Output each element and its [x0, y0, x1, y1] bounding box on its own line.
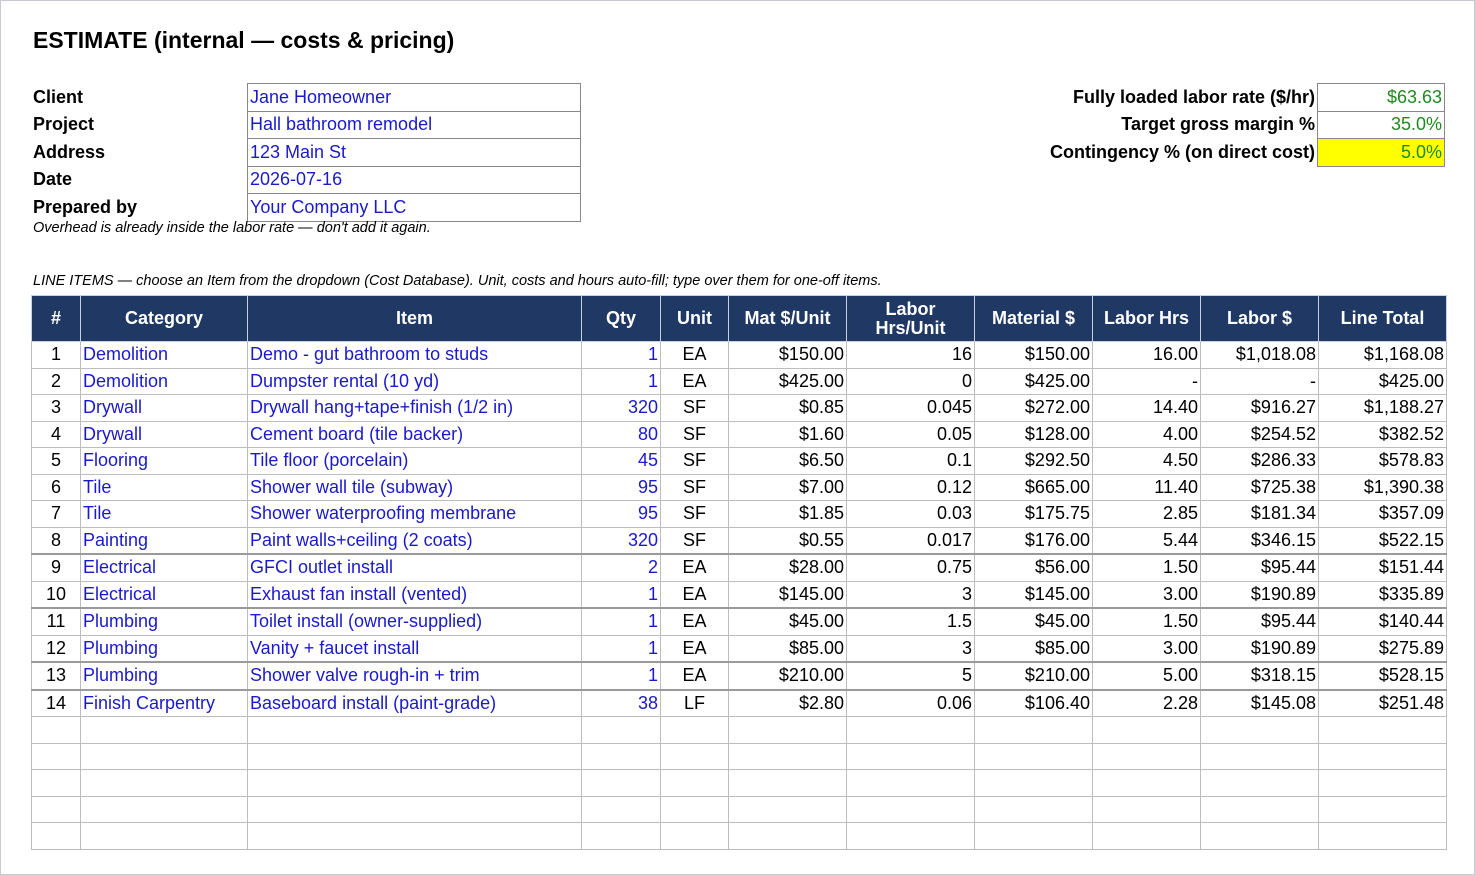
address-label: Address [33, 141, 106, 162]
row-number-cell: 10 [32, 581, 81, 608]
labor-cost-cell: $286.33 [1201, 448, 1319, 475]
material-cost-cell: $665.00 [975, 474, 1093, 501]
labor-cost-cell: $190.89 [1201, 635, 1319, 662]
gross-margin-field[interactable]: 35.0% [1318, 111, 1445, 139]
labor-hrs-per-unit-cell[interactable]: 0.75 [847, 554, 975, 581]
category-cell[interactable]: Plumbing [81, 662, 248, 690]
row-number-cell[interactable] [32, 770, 81, 797]
category-cell[interactable] [81, 796, 248, 823]
table-row [32, 342, 1447, 369]
line-total-cell: $382.52 [1319, 421, 1447, 448]
col-header-labor-cost[interactable]: Labor $ [1201, 296, 1319, 342]
col-header-unit[interactable]: Unit [661, 296, 729, 342]
line-total-cell: $1,188.27 [1319, 395, 1447, 422]
item-dropdown-cell[interactable] [248, 743, 582, 770]
table-row [32, 635, 1447, 662]
qty-cell[interactable] [582, 770, 661, 797]
category-cell[interactable]: Drywall [81, 421, 248, 448]
labor-hrs-per-unit-cell[interactable]: 0.1 [847, 448, 975, 475]
mat-per-unit-cell[interactable]: $6.50 [729, 448, 847, 475]
labor-cost-cell: $1,018.08 [1201, 342, 1319, 369]
labor-hrs-per-unit-cell[interactable] [847, 743, 975, 770]
rates-table [1050, 83, 1445, 167]
mat-per-unit-cell[interactable]: $150.00 [729, 342, 847, 369]
mat-per-unit-cell[interactable] [729, 796, 847, 823]
table-row [32, 554, 1447, 581]
labor-rate-field[interactable]: $63.63 [1318, 84, 1445, 112]
labor-hrs-per-unit-cell[interactable]: 0.03 [847, 501, 975, 528]
unit-cell[interactable]: SF [661, 501, 729, 528]
prepared-by-label: Prepared by [33, 196, 138, 217]
empty-table-row [32, 743, 1447, 770]
item-dropdown-cell[interactable]: Tile floor (porcelain) [248, 448, 582, 475]
category-cell[interactable]: Demolition [81, 368, 248, 395]
material-cost-cell: $150.00 [975, 342, 1093, 369]
material-cost-cell: $45.00 [975, 608, 1093, 635]
labor-hrs-per-unit-cell[interactable]: 0.12 [847, 474, 975, 501]
row-number-cell: 2 [32, 368, 81, 395]
line-total-cell: $357.09 [1319, 501, 1447, 528]
rate-row-margin [1050, 111, 1445, 139]
rate-row-contingency [1050, 139, 1445, 167]
labor-hrs-cell: 2.85 [1093, 501, 1201, 528]
col-header-line-total[interactable]: Line Total [1319, 296, 1447, 342]
category-cell[interactable]: Demolition [81, 342, 248, 369]
labor-hrs-cell: 16.00 [1093, 342, 1201, 369]
table-row [32, 395, 1447, 422]
labor-hrs-cell[interactable] [1093, 796, 1201, 823]
unit-cell[interactable]: SF [661, 395, 729, 422]
table-row [32, 690, 1447, 717]
labor-hrs-cell: 11.40 [1093, 474, 1201, 501]
item-dropdown-cell[interactable]: Shower valve rough-in + trim [248, 662, 582, 690]
material-cost-cell: $106.40 [975, 690, 1093, 717]
line-items-note: LINE ITEMS — choose an Item from the dropdown (Cost Database). Unit, costs and hours auto-fill; type over them for one-off items. [33, 273, 882, 289]
prepared-by-field[interactable]: Your Company LLC [248, 194, 581, 222]
row-number-cell[interactable] [32, 796, 81, 823]
col-header-mat-per-unit[interactable]: Mat $/Unit [729, 296, 847, 342]
mat-per-unit-cell[interactable]: $0.55 [729, 527, 847, 554]
table-row [32, 501, 1447, 528]
category-cell[interactable]: Plumbing [81, 635, 248, 662]
date-field[interactable]: 2026-07-16 [248, 166, 581, 194]
category-cell[interactable] [81, 743, 248, 770]
labor-hrs-per-unit-cell[interactable]: 0.045 [847, 395, 975, 422]
unit-cell[interactable] [661, 796, 729, 823]
row-number-cell[interactable] [32, 743, 81, 770]
material-cost-cell: $176.00 [975, 527, 1093, 554]
labor-hrs-cell[interactable] [1093, 743, 1201, 770]
project-label: Project [33, 114, 95, 135]
labor-cost-cell: $95.44 [1201, 608, 1319, 635]
item-dropdown-cell[interactable]: Paint walls+ceiling (2 coats) [248, 527, 582, 554]
labor-hrs-cell: 2.28 [1093, 690, 1201, 717]
material-cost-cell: $145.00 [975, 581, 1093, 608]
unit-cell[interactable]: EA [661, 608, 729, 635]
line-items-table [31, 295, 1447, 850]
item-dropdown-cell[interactable]: Shower wall tile (subway) [248, 474, 582, 501]
unit-cell[interactable]: EA [661, 581, 729, 608]
item-dropdown-cell[interactable]: Vanity + faucet install [248, 635, 582, 662]
row-number-cell[interactable] [32, 717, 81, 744]
unit-cell[interactable]: EA [661, 662, 729, 690]
item-dropdown-cell[interactable] [248, 717, 582, 744]
unit-cell[interactable]: EA [661, 342, 729, 369]
row-number-cell: 5 [32, 448, 81, 475]
line-total-cell: $522.15 [1319, 527, 1447, 554]
mat-per-unit-cell[interactable] [729, 743, 847, 770]
category-cell[interactable]: Finish Carpentry [81, 690, 248, 717]
line-total-cell[interactable] [1319, 770, 1447, 797]
row-number-cell: 7 [32, 501, 81, 528]
empty-table-row [32, 823, 1447, 850]
material-cost-cell: $425.00 [975, 368, 1093, 395]
row-number-cell: 1 [32, 342, 81, 369]
qty-cell[interactable]: 320 [582, 527, 661, 554]
labor-hrs-cell[interactable] [1093, 770, 1201, 797]
contingency-label: Contingency % (on direct cost) [1049, 141, 1315, 162]
unit-cell[interactable]: LF [661, 690, 729, 717]
client-label: Client [33, 86, 84, 107]
mat-per-unit-cell[interactable]: $1.60 [729, 421, 847, 448]
labor-hrs-per-unit-cell[interactable]: 3 [847, 581, 975, 608]
category-cell[interactable]: Electrical [81, 581, 248, 608]
table-row [32, 608, 1447, 635]
mat-per-unit-cell[interactable]: $45.00 [729, 608, 847, 635]
unit-cell[interactable]: SF [661, 448, 729, 475]
item-dropdown-cell[interactable]: GFCI outlet install [248, 554, 582, 581]
line-total-cell: $275.89 [1319, 635, 1447, 662]
qty-cell[interactable]: 1 [582, 662, 661, 690]
labor-hrs-per-unit-cell[interactable]: 0 [847, 368, 975, 395]
item-dropdown-cell[interactable] [248, 823, 582, 850]
labor-hrs-per-unit-cell[interactable]: 16 [847, 342, 975, 369]
item-dropdown-cell[interactable]: Shower waterproofing membrane [248, 501, 582, 528]
line-total-cell: $151.44 [1319, 554, 1447, 581]
empty-table-row [32, 717, 1447, 744]
labor-hrs-per-unit-cell[interactable]: 5 [847, 662, 975, 690]
material-cost-cell[interactable] [975, 823, 1093, 850]
labor-cost-cell[interactable] [1201, 796, 1319, 823]
mat-per-unit-cell[interactable]: $2.80 [729, 690, 847, 717]
labor-hrs-cell[interactable] [1093, 823, 1201, 850]
category-cell[interactable]: Plumbing [81, 608, 248, 635]
material-cost-cell: $272.00 [975, 395, 1093, 422]
row-number-cell: 12 [32, 635, 81, 662]
mat-per-unit-cell[interactable]: $0.85 [729, 395, 847, 422]
material-cost-cell: $210.00 [975, 662, 1093, 690]
table-row [32, 368, 1447, 395]
line-items-body [32, 342, 1447, 850]
labor-hrs-cell: 14.40 [1093, 395, 1201, 422]
category-cell[interactable] [81, 717, 248, 744]
labor-cost-cell: $254.52 [1201, 421, 1319, 448]
col-header-item[interactable]: Item [248, 296, 582, 342]
date-label: Date [33, 169, 73, 190]
unit-cell[interactable]: EA [661, 635, 729, 662]
category-cell[interactable]: Tile [81, 474, 248, 501]
line-total-cell[interactable] [1319, 717, 1447, 744]
qty-cell[interactable]: 320 [582, 395, 661, 422]
overhead-note: Overhead is already inside the labor rate — don't add it again. [33, 220, 431, 236]
labor-hrs-cell: 1.50 [1093, 608, 1201, 635]
item-dropdown-cell[interactable] [248, 796, 582, 823]
header-row [32, 296, 1447, 342]
qty-cell[interactable]: 1 [582, 581, 661, 608]
labor-hrs-per-unit-cell[interactable]: 0.017 [847, 527, 975, 554]
material-cost-cell[interactable] [975, 743, 1093, 770]
row-number-cell: 6 [32, 474, 81, 501]
unit-cell[interactable] [661, 743, 729, 770]
labor-cost-cell: $181.34 [1201, 501, 1319, 528]
gross-margin-label: Target gross margin % [1121, 114, 1315, 135]
labor-hrs-per-unit-cell[interactable]: 1.5 [847, 608, 975, 635]
line-total-cell: $578.83 [1319, 448, 1447, 475]
qty-cell[interactable]: 80 [582, 421, 661, 448]
row-number-cell: 14 [32, 690, 81, 717]
line-total-cell: $335.89 [1319, 581, 1447, 608]
mat-per-unit-cell[interactable]: $28.00 [729, 554, 847, 581]
qty-cell[interactable]: 1 [582, 608, 661, 635]
category-cell[interactable]: Flooring [81, 448, 248, 475]
category-cell[interactable]: Electrical [81, 554, 248, 581]
table-row [32, 581, 1447, 608]
labor-hrs-per-unit-cell[interactable] [847, 770, 975, 797]
client-field[interactable]: Jane Homeowner [248, 84, 581, 112]
category-cell[interactable]: Drywall [81, 395, 248, 422]
col-header-number[interactable]: # [32, 296, 81, 342]
material-cost-cell: $175.75 [975, 501, 1093, 528]
page-title: ESTIMATE (internal — costs & pricing) [33, 27, 455, 53]
unit-cell[interactable]: SF [661, 421, 729, 448]
info-row-address [33, 139, 581, 167]
row-number-cell: 11 [32, 608, 81, 635]
unit-cell[interactable]: EA [661, 368, 729, 395]
labor-hrs-per-unit-cell[interactable] [847, 796, 975, 823]
mat-per-unit-cell[interactable] [729, 823, 847, 850]
labor-cost-cell: $95.44 [1201, 554, 1319, 581]
category-cell[interactable]: Painting [81, 527, 248, 554]
line-total-cell: $140.44 [1319, 608, 1447, 635]
unit-cell[interactable]: EA [661, 554, 729, 581]
labor-cost-cell: $916.27 [1201, 395, 1319, 422]
qty-cell[interactable]: 38 [582, 690, 661, 717]
qty-cell[interactable]: 2 [582, 554, 661, 581]
qty-cell[interactable]: 1 [582, 342, 661, 369]
labor-cost-cell[interactable] [1201, 743, 1319, 770]
mat-per-unit-cell[interactable] [729, 770, 847, 797]
item-dropdown-cell[interactable]: Dumpster rental (10 yd) [248, 368, 582, 395]
line-total-cell: $1,390.38 [1319, 474, 1447, 501]
qty-cell[interactable]: 1 [582, 635, 661, 662]
material-cost-cell: $85.00 [975, 635, 1093, 662]
table-row [32, 527, 1447, 554]
item-dropdown-cell[interactable]: Baseboard install (paint-grade) [248, 690, 582, 717]
material-cost-cell: $128.00 [975, 421, 1093, 448]
row-number-cell: 9 [32, 554, 81, 581]
qty-cell[interactable] [582, 743, 661, 770]
info-row-prepared-by [33, 194, 581, 222]
labor-cost-cell: $318.15 [1201, 662, 1319, 690]
info-row-date [33, 166, 581, 194]
material-cost-cell: $56.00 [975, 554, 1093, 581]
row-number-cell: 13 [32, 662, 81, 690]
col-header-category[interactable]: Category [81, 296, 248, 342]
qty-cell[interactable] [582, 823, 661, 850]
mat-per-unit-cell[interactable]: $1.85 [729, 501, 847, 528]
labor-cost-cell: $145.08 [1201, 690, 1319, 717]
labor-cost-cell[interactable] [1201, 823, 1319, 850]
labor-hrs-cell: 4.00 [1093, 421, 1201, 448]
col-header-qty[interactable]: Qty [582, 296, 661, 342]
row-number-cell: 4 [32, 421, 81, 448]
item-dropdown-cell[interactable] [248, 770, 582, 797]
empty-table-row [32, 796, 1447, 823]
line-total-cell: $251.48 [1319, 690, 1447, 717]
rate-row-labor [1050, 84, 1445, 112]
category-cell[interactable] [81, 823, 248, 850]
labor-cost-cell: $346.15 [1201, 527, 1319, 554]
labor-cost-cell: $190.89 [1201, 581, 1319, 608]
line-total-cell: $528.15 [1319, 662, 1447, 690]
line-total-cell: $425.00 [1319, 368, 1447, 395]
info-row-client [33, 84, 581, 112]
labor-cost-cell: $725.38 [1201, 474, 1319, 501]
contingency-field[interactable]: 5.0% [1318, 139, 1445, 167]
address-field[interactable]: 123 Main St [248, 139, 581, 167]
material-cost-cell[interactable] [975, 717, 1093, 744]
line-total-cell[interactable] [1319, 796, 1447, 823]
material-cost-cell[interactable] [975, 796, 1093, 823]
row-number-cell: 8 [32, 527, 81, 554]
qty-cell[interactable] [582, 796, 661, 823]
labor-hrs-cell: - [1093, 368, 1201, 395]
mat-per-unit-cell[interactable]: $145.00 [729, 581, 847, 608]
category-cell[interactable] [81, 770, 248, 797]
table-row [32, 421, 1447, 448]
labor-hrs-cell: 4.50 [1093, 448, 1201, 475]
labor-cost-cell[interactable] [1201, 770, 1319, 797]
labor-hrs-per-unit-cell[interactable]: 3 [847, 635, 975, 662]
mat-per-unit-cell[interactable] [729, 717, 847, 744]
material-cost-cell[interactable] [975, 770, 1093, 797]
unit-cell[interactable]: SF [661, 527, 729, 554]
table-row [32, 662, 1447, 690]
labor-hrs-per-unit-cell[interactable]: 0.05 [847, 421, 975, 448]
col-header-labor-hrs-per-unit[interactable]: Labor Hrs/Unit [847, 296, 975, 342]
item-dropdown-cell[interactable]: Exhaust fan install (vented) [248, 581, 582, 608]
row-number-cell[interactable] [32, 823, 81, 850]
mat-per-unit-cell[interactable]: $425.00 [729, 368, 847, 395]
qty-cell[interactable] [582, 717, 661, 744]
empty-table-row [32, 770, 1447, 797]
labor-rate-label: Fully loaded labor rate ($/hr) [1072, 86, 1315, 107]
line-total-cell[interactable] [1319, 743, 1447, 770]
labor-hrs-per-unit-cell[interactable] [847, 717, 975, 744]
row-number-cell: 3 [32, 395, 81, 422]
labor-cost-cell: - [1201, 368, 1319, 395]
qty-cell[interactable]: 95 [582, 501, 661, 528]
labor-hrs-cell[interactable] [1093, 717, 1201, 744]
info-row-project [33, 111, 581, 139]
unit-cell[interactable] [661, 770, 729, 797]
mat-per-unit-cell[interactable]: $210.00 [729, 662, 847, 690]
labor-hrs-cell: 5.44 [1093, 527, 1201, 554]
item-dropdown-cell[interactable]: Toilet install (owner-supplied) [248, 608, 582, 635]
col-header-labor-hrs[interactable]: Labor Hrs [1093, 296, 1201, 342]
project-info-table [33, 83, 581, 222]
line-total-cell: $1,168.08 [1319, 342, 1447, 369]
mat-per-unit-cell[interactable]: $85.00 [729, 635, 847, 662]
labor-hrs-cell: 3.00 [1093, 581, 1201, 608]
project-field[interactable]: Hall bathroom remodel [248, 111, 581, 139]
table-row [32, 448, 1447, 475]
labor-cost-cell[interactable] [1201, 717, 1319, 744]
qty-cell[interactable]: 1 [582, 368, 661, 395]
table-row [32, 474, 1447, 501]
item-dropdown-cell[interactable]: Demo - gut bathroom to studs [248, 342, 582, 369]
col-header-material-cost[interactable]: Material $ [975, 296, 1093, 342]
qty-cell[interactable]: 45 [582, 448, 661, 475]
category-cell[interactable]: Tile [81, 501, 248, 528]
labor-hrs-per-unit-cell[interactable]: 0.06 [847, 690, 975, 717]
labor-hrs-cell: 1.50 [1093, 554, 1201, 581]
labor-hrs-per-unit-cell[interactable] [847, 823, 975, 850]
mat-per-unit-cell[interactable]: $7.00 [729, 474, 847, 501]
unit-cell[interactable]: SF [661, 474, 729, 501]
line-total-cell[interactable] [1319, 823, 1447, 850]
material-cost-cell: $292.50 [975, 448, 1093, 475]
unit-cell[interactable] [661, 823, 729, 850]
item-dropdown-cell[interactable]: Drywall hang+tape+finish (1/2 in) [248, 395, 582, 422]
item-dropdown-cell[interactable]: Cement board (tile backer) [248, 421, 582, 448]
qty-cell[interactable]: 95 [582, 474, 661, 501]
unit-cell[interactable] [661, 717, 729, 744]
labor-hrs-cell: 5.00 [1093, 662, 1201, 690]
labor-hrs-cell: 3.00 [1093, 635, 1201, 662]
